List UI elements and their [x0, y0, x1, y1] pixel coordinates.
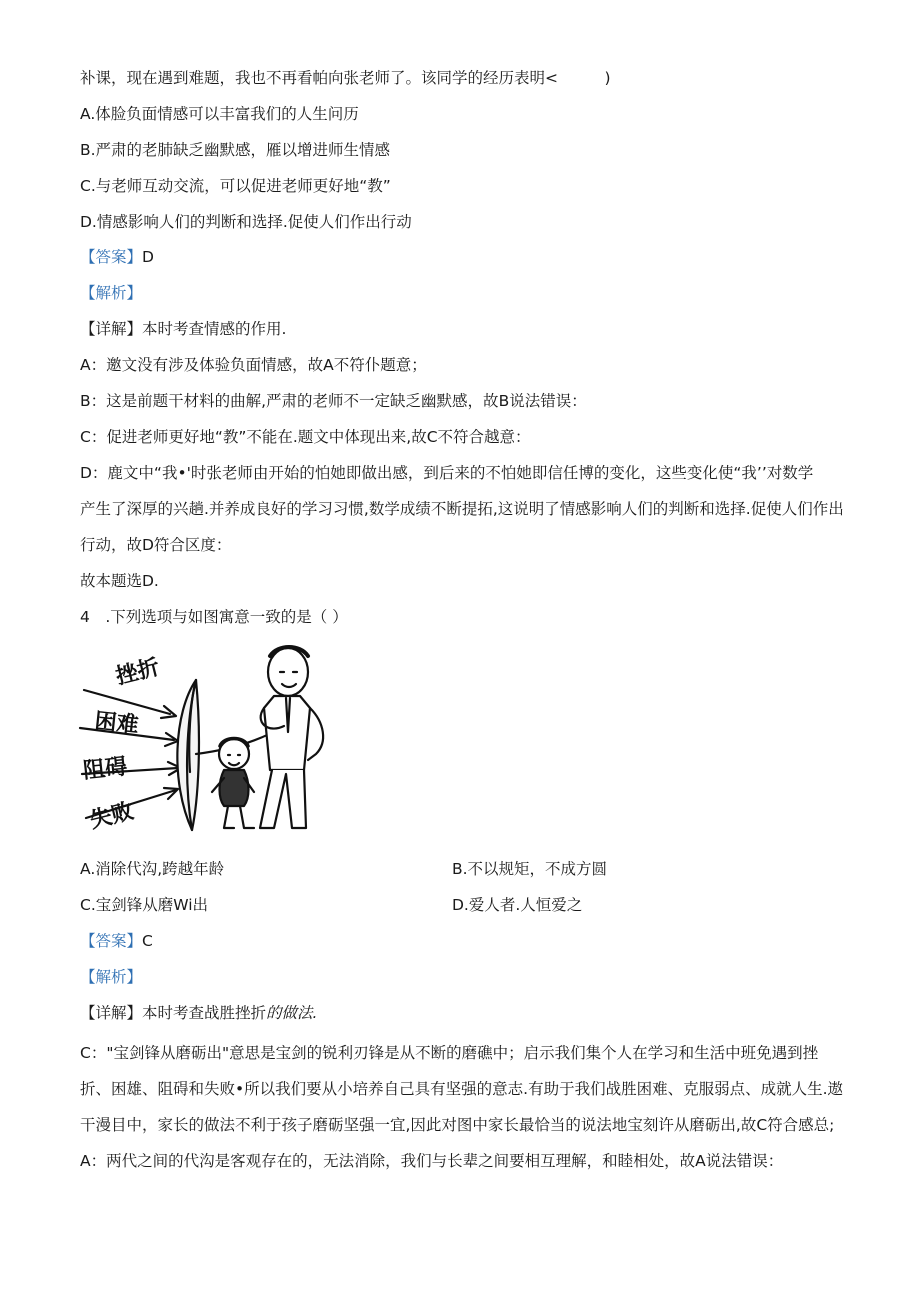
answer-tag: 【答案】: [80, 248, 143, 266]
q4-option-b: B.不以规矩，不成方圆: [452, 860, 608, 878]
q4-option-a: A.消除代沟,跨越年龄: [80, 860, 225, 878]
q4-detail-1: C："宝剑锋从磨砺出"意思是宝剑的锐利刃锋是从不断的磨礁中；启示我们集个人在学习和生活中班免遇到挫: [80, 1044, 819, 1062]
q4-detail-4: A：两代之间的代沟是客观存在的，无法消除，我们与长辈之间要相互理解，和睦相处，故A说法错误：: [80, 1152, 784, 1170]
q3-option-a: A.体脸负面情感可以丰富我们的人生问历: [80, 105, 359, 123]
child-body: [220, 770, 249, 806]
q4-option-d: D.爱人者.人恒爱之: [452, 896, 583, 914]
q3-option-c: C.与老师互动交流，可以促进老师更好地“教”: [80, 177, 391, 195]
q4-detail-2: 折、困雄、阻碍和失败•所以我们要从小培养自己具有坚强的意志.有助于我们战胜困难、克服弱点、成就人生.遨: [80, 1080, 844, 1098]
q3-analysis-tag: 【解析】: [80, 284, 143, 302]
q4-answer: [80, 930, 153, 952]
adult-head: [268, 648, 308, 696]
q3-detail-5: D：鹿文中“我•'时张老师由开始的怕她即做出感，到后来的不怕她即信任博的变化，这些变化使“我’’对数学: [80, 464, 814, 482]
answer-value: C: [142, 932, 153, 950]
detail-italic: 的做法.: [266, 1004, 318, 1022]
q3-option-b: B.严肃的老肺缺乏幽默感，雁以增进师生情感: [80, 141, 391, 159]
detail-tag: 【详解】: [80, 1004, 143, 1022]
answer-value: D: [142, 248, 154, 266]
answer-tag: 【答案】: [80, 932, 143, 950]
q4-analysis-tag: 【解析】: [80, 968, 143, 986]
q3-detail-6: 产生了深厚的兴趟.并养成良好的学习习惯,数学成绩不断提拓,这说明了情感影响人们的判断和选择.促使人们作出: [80, 500, 844, 518]
q3-detail-1: 【详解】本时考查情感的作用.: [80, 320, 287, 338]
adult-legs: [260, 770, 306, 828]
q4-stem: 4 .下列选项与如图寓意一致的是（ ）: [80, 608, 348, 626]
child-legs: [224, 806, 254, 828]
q4-option-c: C.宝剑锋从磨Wi出: [80, 896, 209, 914]
q3-detail-8: 故本题选D.: [80, 572, 159, 590]
q3-option-d: D.情感影响人们的判断和选择.促使人们作出行动: [80, 213, 412, 231]
figure-word-2: 困难: [93, 709, 140, 739]
detail-main: 本时考查战胜挫折: [142, 1004, 267, 1022]
figure-word-3: 阻碍: [82, 754, 129, 784]
figure-word-1: 挫折: [113, 654, 163, 690]
q3-detail-3: B：这是前题干材料的曲解,严肃的老师不一定缺乏幽默感，故B说法错误：: [80, 392, 587, 410]
q3-detail-2: A：邀文没有涉及体验负面情感，故A不符仆题意；: [80, 356, 427, 374]
q3-answer: [80, 246, 154, 268]
q3-detail-4: C：促进老师更好地“教”不能在.题文中体现出来,故C不符合越意：: [80, 428, 531, 446]
figure-word-4: 失败: [87, 798, 137, 834]
umbrella-cartoon-figure: [78, 642, 340, 838]
q3-detail-7: 行动，故D符合区度：: [80, 536, 232, 554]
q3-stem-tail: 补课，现在遇到难题，我也不再看帕向张老师了。该同学的经历表明< ): [80, 69, 611, 87]
q4-detail-heading: [80, 1002, 317, 1024]
q4-detail-3: 干漫目中，家长的做法不利于孩子磨砺坚强一宜,因此对图中家长最恰当的说法地宝刻许从磨砺出,故C符合感总;: [80, 1116, 835, 1134]
